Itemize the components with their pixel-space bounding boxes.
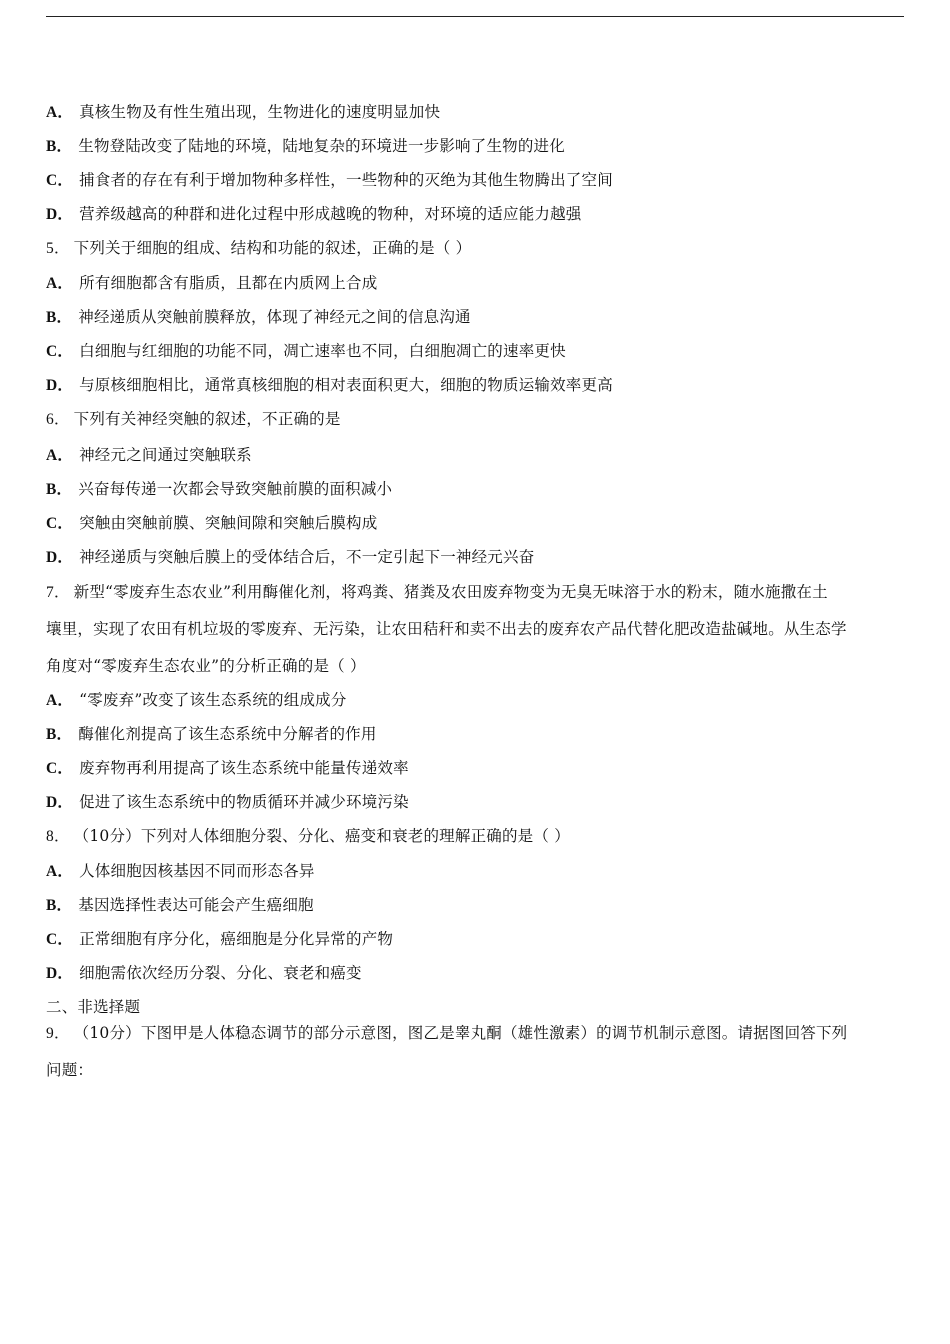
option-letter: D． [46,377,74,394]
q4-option-c [46,170,906,191]
option-letter: B． [46,726,73,743]
option-text: 基因选择性表达可能会产生癌细胞 [78,896,314,914]
option-letter: A． [46,863,74,880]
q8-option-d [46,963,906,984]
option-letter: B． [46,481,73,498]
q4-option-d [46,204,906,225]
option-text: 与原核细胞相比，通常真核细胞的相对表面积更大，细胞的物质运输效率更高 [79,376,613,394]
question-number: 9． [46,1025,70,1042]
question-text: 角度对“零废弃生态农业”的分析正确的是（ ） [46,657,366,675]
option-text: 神经递质从突触前膜释放，体现了神经元之间的信息沟通 [78,308,471,326]
q7-stem-line-1 [46,582,906,603]
q6-option-c [46,513,906,534]
q8-stem [46,826,906,847]
option-text: 所有细胞都含有脂质，且都在内质网上合成 [79,274,378,292]
option-text: 突触由突触前膜、突触间隙和突触后膜构成 [79,514,378,532]
q9-stem-line-1 [46,1023,906,1044]
option-text: 捕食者的存在有利于增加物种多样性，一些物种的灭绝为其他生物腾出了空间 [79,171,613,189]
option-letter: A． [46,447,74,464]
option-text: 神经递质与突触后膜上的受体结合后，不一定引起下一神经元兴奋 [79,548,535,566]
option-text: 白细胞与红细胞的功能不同，凋亡速率也不同，白细胞凋亡的速率更快 [79,342,566,360]
header-rule [46,16,904,17]
q8-option-c [46,929,906,950]
option-letter: A． [46,275,74,292]
q7-option-b [46,724,906,745]
q5-option-d [46,375,906,396]
option-letter: C． [46,343,74,360]
q6-option-a [46,445,906,466]
question-text: 壤里，实现了农田有机垃圾的零废弃、无污染，让农田秸秆和卖不出去的废弃农产品代替化肥改造盐碱地。从生态学 [46,620,847,638]
question-number: 7． [46,584,70,601]
q5-option-b [46,307,906,328]
q6-option-d [46,547,906,568]
option-text: 人体细胞因核基因不同而形态各异 [79,862,315,880]
option-letter: B． [46,309,73,326]
question-number: 6． [46,411,70,428]
option-letter: B． [46,138,73,155]
question-text: 下列有关神经突触的叙述，不正确的是 [73,410,341,428]
q6-stem [46,409,906,430]
option-letter: D． [46,965,74,982]
option-text: 真核生物及有性生殖出现，生物进化的速度明显加快 [79,103,441,121]
question-text: 下列关于细胞的组成、结构和功能的叙述，正确的是（ ） [73,239,472,257]
q5-option-a [46,273,906,294]
q5-option-c [46,341,906,362]
question-text: 新型“零废弃生态农业”利用酶催化剂，将鸡粪、猪粪及农田废弃物变为无臭无味溶于水的粉末，随水施撒在土 [73,583,828,601]
question-text: （10分）下图甲是人体稳态调节的部分示意图，图乙是睾丸酮（雄性激素）的调节机制示意图。请据图回答下列 [73,1024,848,1042]
option-text: 神经元之间通过突触联系 [79,446,252,464]
option-letter: A． [46,104,74,121]
option-letter: D． [46,206,74,223]
option-letter: A． [46,692,74,709]
option-letter: C． [46,760,74,777]
option-text: 细胞需依次经历分裂、分化、衰老和癌变 [79,964,362,982]
question-number: 8． [46,828,70,845]
q6-option-b [46,479,906,500]
option-text: 营养级越高的种群和进化过程中形成越晚的物种，对环境的适应能力越强 [79,205,582,223]
section-title: 二、非选择题 [46,998,141,1016]
question-text: （10分）下列对人体细胞分裂、分化、癌变和衰老的理解正确的是（ ） [73,827,570,845]
q4-option-b [46,136,906,157]
q7-stem-line-2 [46,619,906,639]
q7-option-c [46,758,906,779]
question-number: 5． [46,240,70,257]
option-letter: C． [46,172,74,189]
option-letter: B． [46,897,73,914]
q7-stem-line-3 [46,656,906,676]
question-text: 问题： [46,1061,94,1079]
option-letter: C． [46,515,74,532]
option-text: 兴奋每传递一次都会导致突触前膜的面积减小 [78,480,393,498]
q4-option-a [46,102,906,123]
option-letter: D． [46,549,74,566]
q5-stem [46,238,906,259]
q7-option-a [46,690,906,711]
option-text: 正常细胞有序分化，癌细胞是分化异常的产物 [79,930,394,948]
option-text: 生物登陆改变了陆地的环境，陆地复杂的环境进一步影响了生物的进化 [78,137,565,155]
option-letter: D． [46,794,74,811]
q8-option-b [46,895,906,916]
option-text: “零废弃”改变了该生态系统的组成成分 [79,691,347,709]
q9-stem-line-2 [46,1060,906,1080]
q8-option-a [46,861,906,882]
option-letter: C． [46,931,74,948]
q7-option-d [46,792,906,813]
option-text: 酶催化剂提高了该生态系统中分解者的作用 [78,725,377,743]
option-text: 促进了该生态系统中的物质循环并减少环境污染 [79,793,409,811]
option-text: 废弃物再利用提高了该生态系统中能量传递效率 [79,759,409,777]
